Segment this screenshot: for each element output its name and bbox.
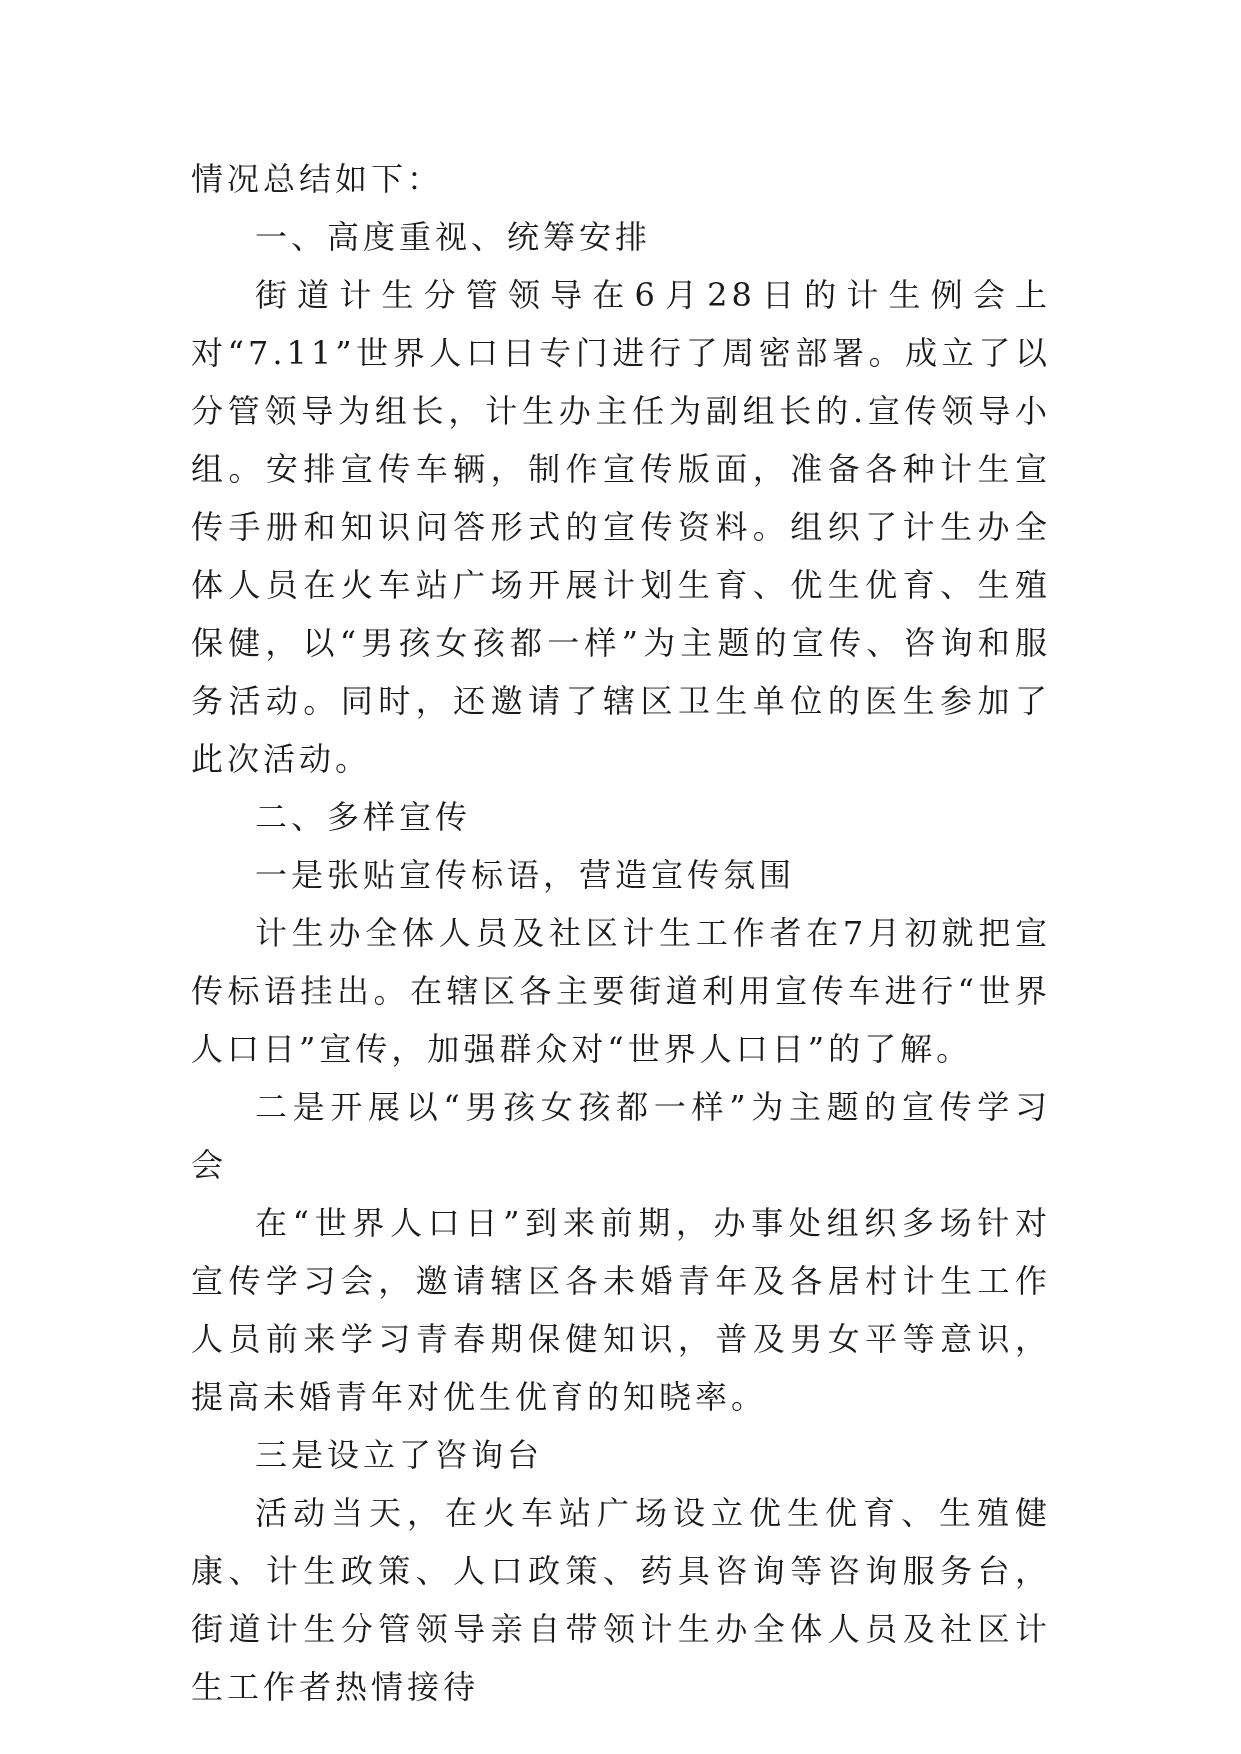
paragraph-section-1: 街道计生分管领导在6月28日的计生例会上对“7.11”世界人口日专门进行了周密部署。成立了以分管领导为组长，计生办主任为副组长的.宣传领导小组。安排宣传车辆，制作宣传版面，准备各种计生宣传手册和知识问答形式的宣传资料。组织了计生办全体人员在火车站广场开展计划生育、优生优育、生殖保健，以“男孩女孩都一样”为主题的宣传、咨询和服务活动。同时，还邀请了辖区卫生单位的医生参加了此次活动。: [191, 276, 1051, 778]
section-heading-2: 二、多样宣传: [255, 798, 472, 836]
subheading-1: 一是张贴宣传标语，营造宣传氛围: [255, 856, 796, 894]
paragraph-subsection-3: 活动当天，在火车站广场设立优生优育、生殖健康、计生政策、人口政策、药具咨询等咨询服务台，街道计生分管领导亲自带领计生办全体人员及社区计生工作者热情接待: [191, 1494, 1051, 1706]
paragraph-intro: 情况总结如下：: [191, 160, 444, 198]
section-heading-1: 一、高度重视、统筹安排: [255, 218, 652, 256]
paragraph-subsection-1: 计生办全体人员及社区计生工作者在7月初就把宣传标语挂出。在辖区各主要街道利用宣传车进行“世界人口日”宣传，加强群众对“世界人口日”的了解。: [191, 914, 1051, 1068]
subheading-2: 二是开展以“男孩女孩都一样”为主题的宣传学习会: [191, 1088, 1051, 1184]
document-body: [191, 150, 1051, 1716]
subheading-3: 三是设立了咨询台: [255, 1436, 544, 1474]
paragraph-subsection-2: 在“世界人口日”到来前期，办事处组织多场针对宣传学习会，邀请辖区各未婚青年及各居村计生工作人员前来学习青春期保健知识，普及男女平等意识，提高未婚青年对优生优育的知晓率。: [191, 1204, 1051, 1416]
